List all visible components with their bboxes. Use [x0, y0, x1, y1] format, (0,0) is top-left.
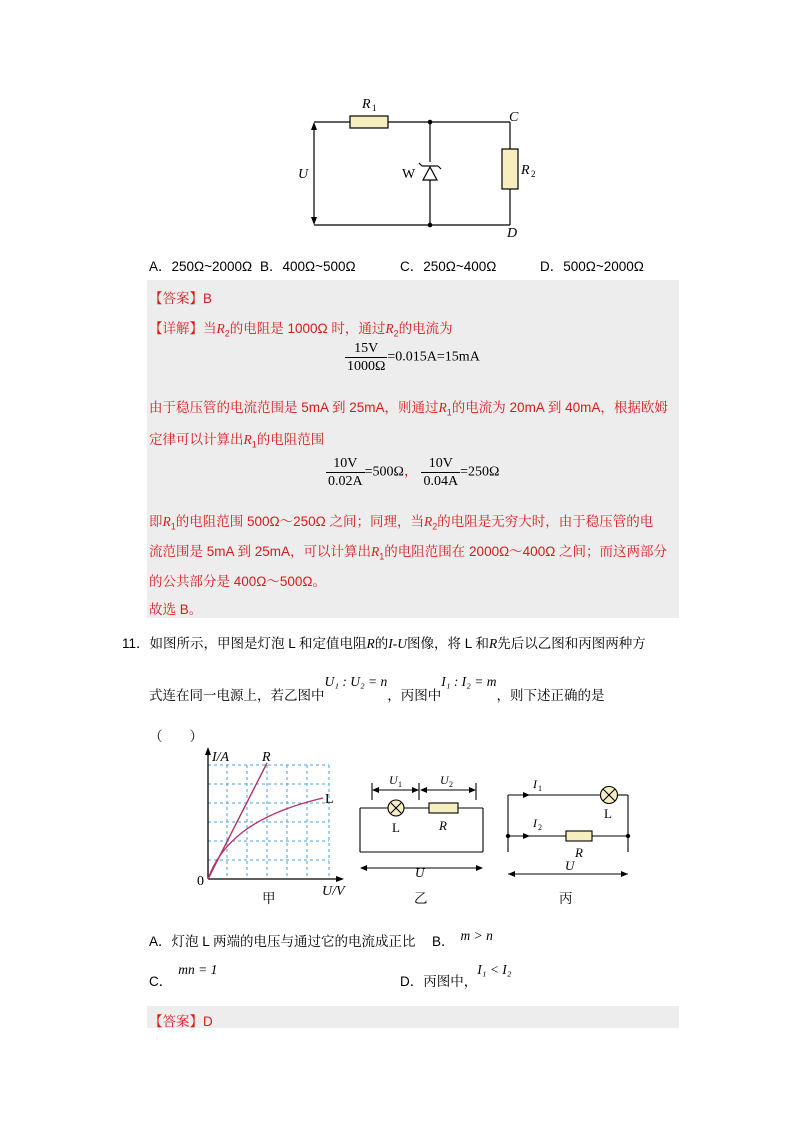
- option-d: D．500Ω~2000Ω: [540, 259, 644, 274]
- node-c-label: C: [509, 110, 519, 125]
- resistor-r1: [350, 116, 388, 128]
- curve-l-line: [208, 798, 323, 879]
- detail-line-2: 由于稳压管的电流范围是 5mA 到 25mA，则通过$R_1$的电流为 20mA 到 40mA，根据欧姆: [149, 400, 668, 418]
- origin-label: 0: [197, 874, 204, 889]
- option-a: A．250Ω~2000Ω: [149, 259, 253, 274]
- equation-resistance: $\frac{10V}{0.02A}$ =500Ω， $\frac{10V}{0.04A}$ =250Ω: [328, 456, 500, 489]
- option-c: C．250Ω~400Ω: [400, 259, 497, 274]
- parallel-circuit: [500, 770, 640, 885]
- question-11-stem-1: 11．如图所示，甲图是灯泡 L 和定值电阻R的I-U图像，将 L 和R先后以乙图和丙图两种方: [122, 636, 646, 651]
- lamp-label: L: [392, 820, 400, 835]
- svg-text:2: 2: [449, 780, 453, 789]
- iu-graph: [190, 745, 355, 905]
- node-d-label: D: [507, 226, 518, 241]
- caption-bing: 丙: [559, 891, 573, 906]
- voltage-u-label: U: [298, 167, 309, 182]
- svg-text:U: U: [389, 773, 398, 787]
- resistor-r-parallel: [566, 831, 592, 841]
- detail-line-6: 的公共部分是 400Ω～500Ω。: [149, 574, 326, 589]
- detail-line-4: 即$R_1$的电阻范围 500Ω～250Ω 之间；同理，当$R_2$的电阻是无穷大时，由于稳压管的电: [149, 514, 654, 532]
- zener-w-label: W: [402, 167, 416, 182]
- lamp-icon: [601, 787, 618, 804]
- resistor-r-series: [429, 803, 458, 813]
- svg-text:1: 1: [372, 103, 377, 113]
- answer-q11: 【答案】D: [149, 1014, 213, 1029]
- answer-q10: 【答案】B: [149, 291, 213, 306]
- answer-block-q11: [147, 1006, 679, 1028]
- lamp-icon: [388, 800, 404, 816]
- caption-jia: 甲: [262, 891, 276, 906]
- question-number: 11．: [122, 636, 150, 651]
- r2-label: R: [521, 163, 530, 178]
- curve-r-label: R: [262, 750, 271, 765]
- zener-circuit-diagram: [290, 92, 540, 242]
- voltage-label: U: [565, 858, 575, 873]
- svg-text:1: 1: [538, 784, 542, 793]
- q11-option-d: D．丙图中，I₁ < I₂: [400, 962, 512, 989]
- series-circuit: [355, 770, 490, 885]
- caption-yi: 乙: [414, 891, 428, 906]
- detail-line-5: 流范围是 5mA 到 25mA，可以计算出$R_1$的电阻范围在 2000Ω～400Ω 之间；而这两部分: [149, 544, 668, 562]
- resistor-label: R: [575, 845, 583, 860]
- curve-l-label: L: [325, 792, 334, 807]
- q11-option-c: C．mn = 1: [149, 962, 218, 989]
- detail-line-3: 定律可以计算出$R_1$的电阻范围: [149, 432, 325, 450]
- lamp-label: L: [604, 806, 612, 821]
- detail-line-7: 故选 B。: [149, 602, 203, 617]
- svg-text:I: I: [533, 777, 537, 791]
- svg-text:I: I: [533, 816, 537, 830]
- y-axis-label: I/A: [212, 750, 230, 765]
- x-axis-label: U/V: [322, 884, 345, 899]
- answer-bracket: （ ）: [149, 729, 203, 744]
- svg-text:U: U: [440, 773, 449, 787]
- option-b: B．400Ω~500Ω: [260, 259, 356, 274]
- voltage-label: U: [415, 865, 425, 880]
- r1-label: R: [362, 97, 371, 112]
- q11-option-b: B． m > n: [432, 928, 493, 949]
- q11-option-a: A．灯泡 L 两端的电压与通过它的电流成正比: [149, 934, 416, 949]
- resistor-r2: [502, 149, 518, 189]
- equation-current: $\frac{15V}{1000\Omega}$ =0.015A=15mA: [347, 341, 480, 374]
- resistor-label: R: [439, 818, 447, 833]
- svg-text:2: 2: [531, 169, 536, 179]
- detail-line-1: 【详解】当$R_2$的电阻是 1000Ω 时，通过$R_2$的电流为: [149, 321, 453, 339]
- question-11-stem-2: 式连在同一电源上，若乙图中U₁ : U₂ = n，丙图中I₁ : I₂ = m，则下述正确的是: [149, 674, 605, 703]
- svg-text:2: 2: [538, 823, 542, 832]
- svg-text:1: 1: [398, 780, 402, 789]
